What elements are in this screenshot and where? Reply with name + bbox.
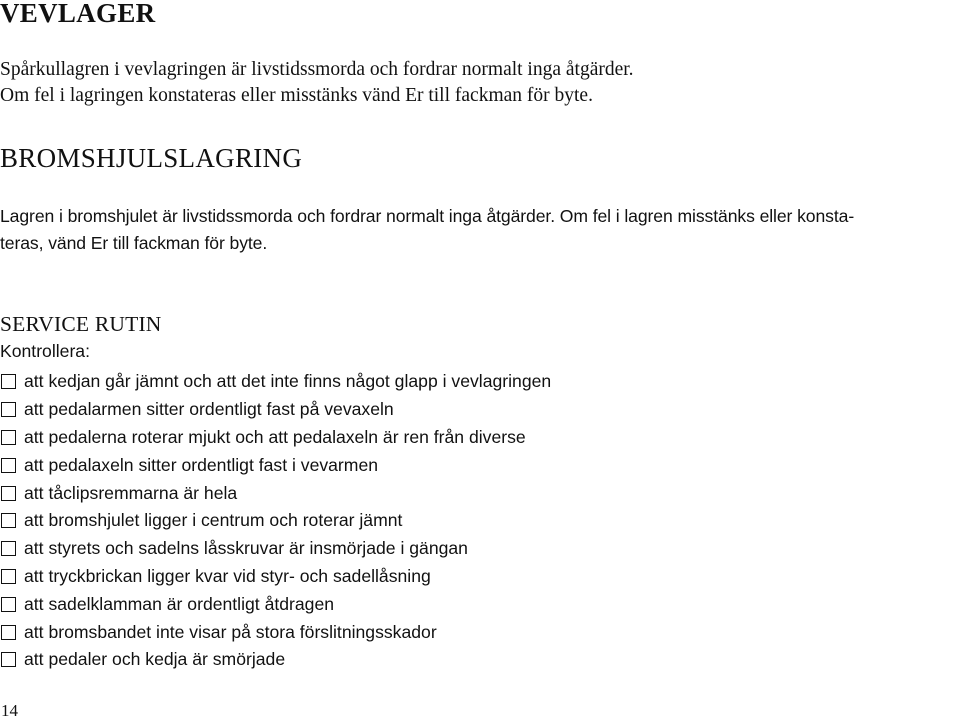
checklist-intro: Kontrollera: [0,341,90,361]
checklist-item [0,451,551,479]
checklist-item [0,368,551,396]
checklist-item [0,590,551,618]
section-heading-bromshjulslagring: BROMSHJULSLAGRING [0,143,303,173]
checklist-item-label: att styrets och sadelns låsskruvar är insmörjade i gängan [24,538,468,559]
checklist-item-label: att pedaler och kedja är smörjade [24,649,286,670]
checklist-item [0,507,551,535]
checklist-item [0,424,551,452]
vevlager-paragraph-line-1: Spårkullagren i vevlagringen är livstidssmorda och fordrar normalt inga åtgärder. [0,59,634,80]
vevlager-paragraph-line-2: Om fel i lagringen konstateras eller misstänks vänd Er till fackman för byte. [0,85,593,106]
checklist-item-label: att tryckbrickan ligger kvar vid styr- och sadellåsning [24,565,431,586]
checkbox-icon [1,569,16,584]
section-heading-vevlager: VEVLAGER [0,0,156,28]
checklist-item [0,396,551,424]
checklist-item-label: att pedalaxeln sitter ordentligt fast i vevarmen [24,454,379,475]
checklist-item [0,563,551,591]
page-number: 14 [1,701,18,720]
checkbox-icon [1,513,16,528]
checklist-item-label: att kedjan går jämnt och att det inte finns något glapp i vevlagringen [24,371,552,392]
checklist-item-label: att sadelklamman är ordentligt åtdragen [24,593,335,614]
checkbox-icon [1,402,16,417]
checkbox-icon [1,486,16,501]
checklist-item-label: att pedalarmen sitter ordentligt fast på vevaxeln [24,399,394,420]
checkbox-icon [1,541,16,556]
checklist-item-label: att bromshjulet ligger i centrum och roterar jämnt [24,510,403,531]
checklist-item [0,618,551,646]
checklist-item-label: att bromsbandet inte visar på stora förslitningsskador [24,621,437,642]
checkbox-icon [1,597,16,612]
checklist-item-label: att pedalerna roterar mjukt och att pedalaxeln är ren från diverse [24,426,526,447]
checklist-item [0,646,551,674]
checklist-item [0,479,551,507]
checkbox-icon [1,458,16,473]
checklist-item-label: att tåclipsremmarna är hela [24,482,238,503]
checkbox-icon [1,430,16,445]
bromshjul-paragraph-line-1: Lagren i bromshjulet är livstidssmorda och fordrar normalt inga åtgärder. Om fel i lagren misstänks eller konsta- [0,206,855,226]
section-heading-service-rutin: SERVICE RUTIN [0,312,162,336]
checkbox-icon [1,625,16,640]
checkbox-icon [1,652,16,667]
service-checklist [0,368,551,674]
checklist-item [0,535,551,563]
checkbox-icon [1,374,16,389]
bromshjul-paragraph-line-2: teras, vänd Er till fackman för byte. [0,233,268,253]
